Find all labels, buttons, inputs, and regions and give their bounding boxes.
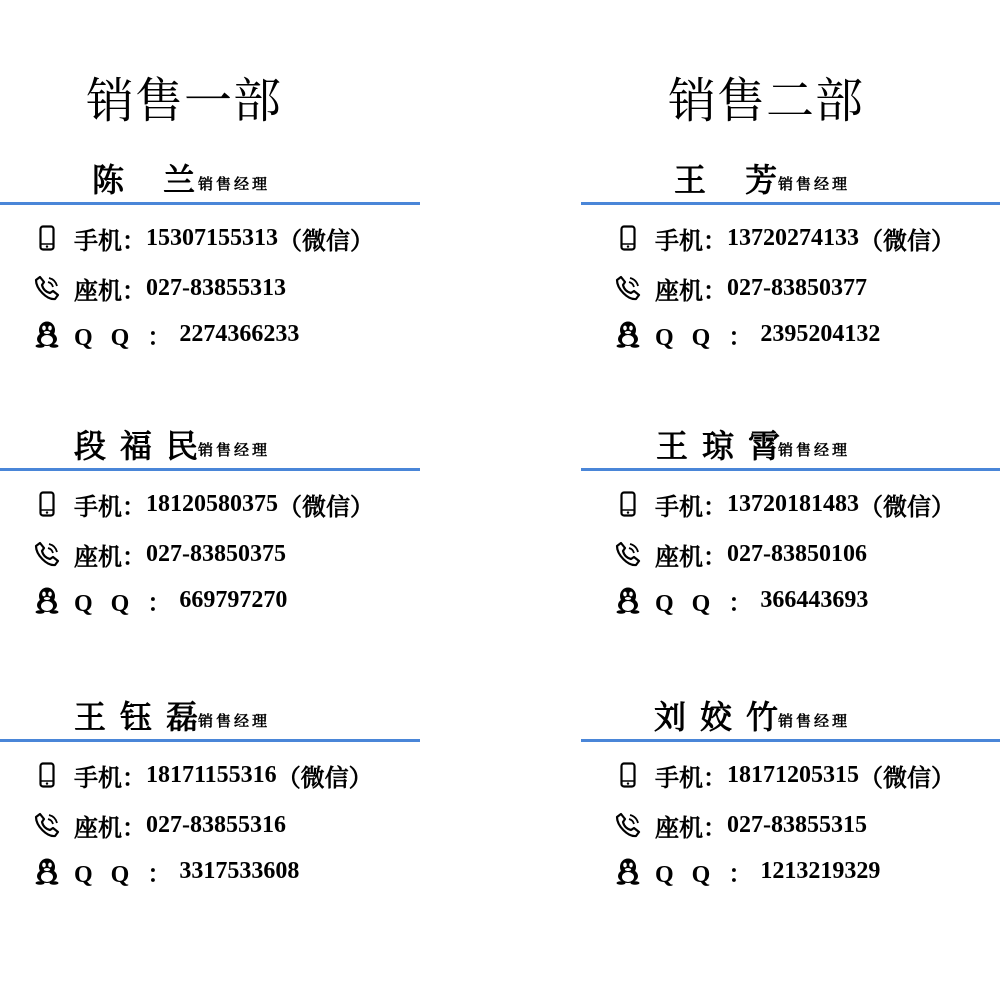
qq-penguin-icon [615,586,641,614]
mobile-phone-icon [615,224,641,252]
telephone-handset-icon [615,274,641,302]
mobile-suffix: （微信） [859,492,955,521]
contact-card [0,161,420,378]
contact-name: 王琼霄 [656,427,795,465]
contact-role: 销售经理 [778,175,851,193]
divider-line [581,202,1000,205]
qq-number[interactable]: 3317533608 [179,857,300,884]
mobile-row [615,759,955,791]
contact-name: 刘姣竹 [654,698,793,736]
qq-row [34,855,299,887]
landline-row [34,809,286,841]
mobile-label: 手机： [655,494,727,521]
telephone-handset-icon [615,540,641,568]
contact-card [0,698,420,915]
qq-label: Q Q ： [655,324,759,351]
dept-title-2: 销售二部 [668,73,865,130]
qq-label: Q Q ： [74,590,178,617]
landline-label: 座机： [655,278,727,305]
landline-label: 座机： [74,544,146,571]
landline-row [615,538,867,570]
mobile-number[interactable]: 18120580375 [146,490,278,517]
mobile-row [34,488,374,520]
qq-label: Q Q ： [655,861,759,888]
qq-row [34,584,287,616]
divider-line [0,468,420,471]
contact-name: 陈 兰 [92,161,210,199]
mobile-phone-icon [615,490,641,518]
contact-role: 销售经理 [198,175,271,193]
qq-number[interactable]: 2395204132 [760,320,881,347]
mobile-suffix: （微信） [276,763,373,792]
mobile-number[interactable]: 15307155313 [146,224,278,251]
mobile-suffix: （微信） [278,492,374,521]
contact-card [581,698,1000,915]
divider-line [581,468,1000,471]
telephone-handset-icon [34,811,60,839]
contact-role: 销售经理 [778,712,851,730]
mobile-label: 手机： [74,494,146,521]
landline-number[interactable]: 027-83850375 [146,540,286,567]
contact-role: 销售经理 [198,441,271,459]
mobile-suffix: （微信） [278,226,374,255]
landline-number[interactable]: 027-83850106 [727,540,867,567]
qq-penguin-icon [615,857,641,885]
mobile-row [615,222,955,254]
landline-label: 座机： [74,278,146,305]
mobile-number[interactable]: 18171205315 [727,761,859,788]
mobile-number[interactable]: 18171155316 [146,761,277,788]
qq-penguin-icon [34,320,60,348]
contact-role: 销售经理 [778,441,851,459]
mobile-label: 手机： [74,765,146,792]
mobile-row [34,222,374,254]
qq-row [615,584,868,616]
landline-number[interactable]: 027-83855313 [146,274,286,301]
qq-number[interactable]: 366443693 [760,586,869,613]
mobile-phone-icon [34,761,60,789]
qq-penguin-icon [34,586,60,614]
mobile-label: 手机： [655,765,727,792]
mobile-row [615,488,955,520]
landline-label: 座机： [655,544,727,571]
landline-number[interactable]: 027-83855315 [727,811,867,838]
divider-line [581,739,1000,742]
mobile-number[interactable]: 13720181483 [727,490,859,517]
qq-row [34,318,299,350]
contact-role: 销售经理 [198,712,271,730]
qq-number[interactable]: 669797270 [179,586,288,613]
contact-card [0,427,420,644]
telephone-handset-icon [34,540,60,568]
landline-label: 座机： [74,815,146,842]
qq-penguin-icon [615,320,641,348]
contact-name: 王 芳 [674,161,792,199]
mobile-suffix: （微信） [859,226,955,255]
qq-row [615,318,880,350]
landline-number[interactable]: 027-83855316 [146,811,286,838]
divider-line [0,739,420,742]
qq-number[interactable]: 2274366233 [179,320,300,347]
landline-row [34,538,286,570]
qq-label: Q Q ： [655,590,759,617]
contact-card [581,161,1000,378]
qq-penguin-icon [34,857,60,885]
mobile-suffix: （微信） [859,763,955,792]
landline-number[interactable]: 027-83850377 [727,274,867,301]
mobile-row [34,759,373,791]
telephone-handset-icon [615,811,641,839]
landline-label: 座机： [655,815,727,842]
dept-title-1: 销售一部 [86,73,283,130]
divider-line [0,202,420,205]
contact-card [581,427,1000,644]
contact-name: 王钰磊 [74,698,213,736]
qq-label: Q Q ： [74,861,178,888]
mobile-label: 手机： [74,228,146,255]
mobile-phone-icon [34,490,60,518]
mobile-label: 手机： [655,228,727,255]
landline-row [615,809,867,841]
mobile-number[interactable]: 13720274133 [727,224,859,251]
mobile-phone-icon [34,224,60,252]
mobile-phone-icon [615,761,641,789]
landline-row [615,272,867,304]
qq-row [615,855,880,887]
qq-number[interactable]: 1213219329 [760,857,881,884]
contact-name: 段福民 [74,427,213,465]
landline-row [34,272,286,304]
qq-label: Q Q ： [74,324,178,351]
telephone-handset-icon [34,274,60,302]
